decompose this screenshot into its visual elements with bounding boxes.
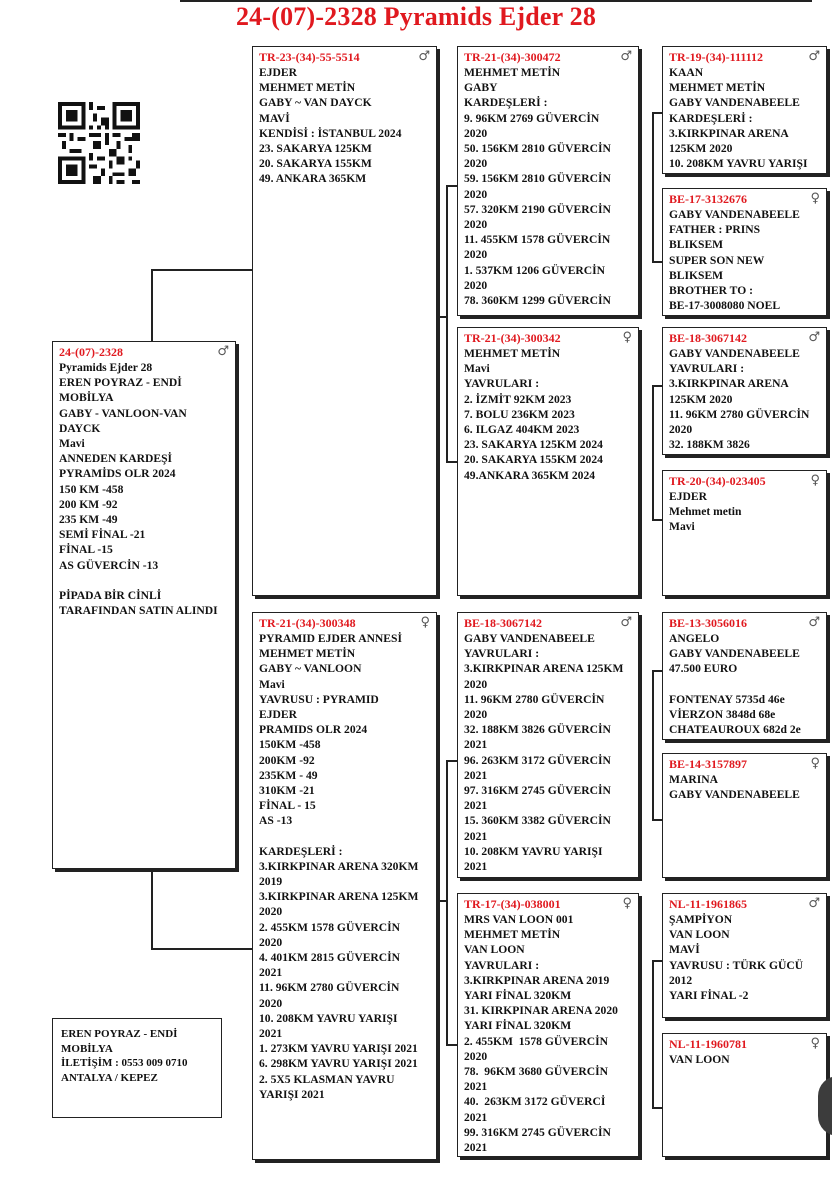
pedigree-line: 23. SAKARYA 125KM [259, 142, 372, 156]
pedigree-line: SUPER SON NEW [669, 253, 765, 267]
pedigree-line: 40. 263KM 3172 GÜVERCİ [464, 1095, 606, 1109]
female-symbol-icon: ♀ [420, 615, 430, 630]
pedigree-line: MEHMET METİN [259, 81, 356, 95]
pedigree-line: 2021 [464, 738, 488, 752]
pedigree-line: 2021 [464, 799, 488, 813]
pedigree-line: 9. 96KM 2769 GÜVERCİN [464, 111, 600, 125]
connector-sd-v [652, 385, 654, 520]
pedigree-line: 2. 455KM 1578 GÜVERCİN [259, 920, 401, 934]
female-symbol-icon: ♀ [810, 473, 820, 488]
pedigree-line: YARI FİNAL 320KM [464, 1019, 572, 1033]
pedigree-line: 2020 [464, 1049, 488, 1063]
pedigree-line: SEMİ FİNAL -21 [59, 528, 146, 542]
pedigree-line: GABY VANDENABEELE [669, 788, 800, 802]
pedigree-line: 99. 316KM 2745 GÜVERCİN [464, 1125, 611, 1139]
pedigree-line: PRAMIDS OLR 2024 [259, 723, 368, 737]
male-symbol-icon: ♂ [808, 49, 820, 64]
ring-number: BE-13-3056016 [669, 616, 747, 630]
pedigree-line: 2. İZMİT 92KM 2023 [464, 392, 572, 406]
pedigree-line: YAVRULARI : [464, 377, 540, 391]
male-symbol-icon: ♂ [808, 615, 820, 630]
pedigree-line: YAVRULARI : [464, 958, 540, 972]
pedigree-line: ANGELO [669, 632, 720, 645]
pedigree-line: 96. 263KM 3172 GÜVERCİN [464, 753, 611, 767]
pedigree-line: 2020 [464, 248, 488, 262]
pedigree-line: 235KM - 49 [259, 768, 318, 782]
card-sire-sire-dam[interactable] [662, 188, 827, 316]
pedigree-line: GABY VANDENABEELE [669, 347, 800, 360]
card-sire-sire-sire[interactable] [662, 46, 827, 174]
pedigree-line: Mavi [59, 437, 85, 451]
pedigree-line: 125KM 2020 [669, 142, 733, 156]
ring-number: TR-20-(34)-023405 [669, 474, 766, 488]
pedigree-line: DAYCK [59, 421, 101, 435]
pedigree-line: Mehmet metin [669, 505, 742, 519]
pedigree-line: CHATEAUROUX 682d 2e [669, 723, 801, 737]
pedigree-line: MEHMET METİN [669, 81, 766, 95]
pedigree-line: BLIKSEM [669, 268, 724, 282]
pedigree-line: 32. 188KM 3826 [669, 438, 750, 452]
pedigree-line: 2021 [464, 860, 488, 874]
pedigree-line: 3.KIRKPINAR ARENA [669, 377, 789, 391]
pedigree-line: GABY ~ VAN DAYCK [259, 96, 372, 110]
ring-number: TR-17-(34)-038001 [464, 897, 561, 911]
pedigree-line: 31. KIRKPINAR ARENA 2020 [464, 1004, 618, 1018]
pedigree-line: 2. 5X5 KLASMAN YAVRU [259, 1072, 395, 1086]
pedigree-line: 235 KM -49 [59, 513, 118, 527]
pedigree-line: 57. 320KM 2190 GÜVERCİN [464, 202, 611, 216]
pedigree-line: TARAFINDAN SATIN ALINDI [59, 604, 218, 618]
pedigree-line: 10. 208KM YAVRU YARIŞI [259, 1011, 398, 1025]
pedigree-line: 2020 [464, 218, 488, 232]
female-symbol-icon: ♀ [622, 896, 632, 911]
connector-main-dam-v [151, 869, 153, 949]
pedigree-line: PİPADA BİR CİNLİ [59, 588, 162, 602]
pedigree-line: 32. 188KM 3826 GÜVERCİN [464, 723, 611, 737]
ring-number: 24-(07)-2328 [59, 345, 123, 359]
ring-number: NL-11-1960781 [669, 1037, 747, 1051]
pedigree-line: 11. 96KM 2780 GÜVERCİN [259, 981, 400, 995]
pedigree-line: GABY VANDENABEELE [669, 647, 800, 661]
pedigree-line: KARDEŞLERİ : [259, 844, 343, 858]
pedigree-line: MARINA [669, 773, 718, 786]
ring-number: BE-14-3157897 [669, 757, 747, 771]
pedigree-line: 47.500 EURO [669, 662, 738, 676]
pedigree-line: 200KM -92 [259, 753, 315, 767]
pedigree-line: VAN LOON [464, 943, 525, 957]
female-symbol-icon: ♀ [810, 1036, 820, 1051]
pedigree-line: 3.KIRKPINAR ARENA 125KM [259, 890, 419, 904]
pedigree-line: MEHMET METİN [259, 647, 356, 661]
pedigree-line: 49. ANKARA 365KM [259, 172, 367, 186]
contact-box [52, 1018, 222, 1118]
pedigree-line: KAAN [669, 66, 704, 79]
pedigree-line: YAVRUSU : TÜRK GÜCÜ [669, 958, 804, 972]
pedigree-line: 2020 [464, 187, 488, 201]
female-symbol-icon: ♀ [810, 756, 820, 771]
male-symbol-icon: ♂ [217, 344, 229, 359]
pedigree-line: 4. 401KM 2815 GÜVERCİN [259, 951, 401, 965]
pedigree-line: BROTHER TO : [669, 284, 753, 298]
card-dam[interactable] [252, 612, 437, 1160]
ring-number: BE-18-3067142 [464, 616, 542, 630]
ring-number: TR-21-(34)-300472 [464, 50, 561, 64]
pedigree-line: ANNEDEN KARDEŞİ [59, 452, 173, 466]
pedigree-line: 7. BOLU 236KM 2023 [464, 407, 575, 421]
contact-line: EREN POYRAZ - ENDİ [61, 1028, 178, 1040]
pedigree-line: 2021 [464, 1080, 488, 1094]
contact-phone: İLETİŞİM : 0553 009 0710 [61, 1057, 188, 1069]
pedigree-line [669, 677, 820, 692]
pedigree-line: 3.KIRKPINAR ARENA 2019 [464, 973, 610, 987]
pedigree-line: EJDER [669, 490, 708, 503]
pedigree-line: MAVİ [259, 111, 290, 125]
pedigree-line: 2020 [464, 708, 488, 722]
pedigree-line: 2019 [259, 875, 283, 889]
pedigree-line: YAVRUSU : PYRAMID [259, 692, 379, 706]
connector-ds-v [652, 670, 654, 820]
pedigree-line: 20. SAKARYA 155KM [259, 157, 372, 171]
pedigree-line: 2021 [464, 1141, 488, 1155]
pedigree-line: 2020 [464, 157, 488, 171]
pedigree-line: 11. 96KM 2780 GÜVERCİN [464, 692, 605, 706]
ring-number: TR-23-(34)-55-5514 [259, 50, 360, 64]
pedigree-line: MAVİ [669, 943, 700, 957]
pedigree-line: Mavi [259, 677, 285, 691]
female-symbol-icon: ♀ [622, 330, 632, 345]
card-dam-dam-dam[interactable] [662, 1033, 827, 1157]
pedigree-line: AS GÜVERCİN -13 [59, 558, 159, 572]
pedigree-line: 23. SAKARYA 125KM 2024 [464, 438, 603, 452]
pedigree-line: 310KM -21 [259, 784, 315, 798]
pedigree-line: YARIŞI 2021 [259, 1087, 325, 1101]
male-symbol-icon: ♂ [620, 49, 632, 64]
pedigree-line: MOBİLYA [59, 391, 114, 405]
pedigree-line: Mavi [464, 362, 490, 376]
pedigree-line: YAVRULARI : [464, 647, 540, 661]
pedigree-line: 3.KIRKPINAR ARENA 320KM [259, 859, 419, 873]
pedigree-line: YAVRULARI : [669, 362, 745, 376]
pedigree-line: 2012 [669, 973, 693, 987]
pedigree-line: MEHMET METİN [464, 66, 561, 79]
contact-line: MOBİLYA [61, 1042, 113, 1055]
card-dam-dam[interactable] [457, 893, 639, 1157]
male-symbol-icon: ♂ [808, 330, 820, 345]
pedigree-line: FATHER : PRINS [669, 223, 761, 237]
pedigree-line [259, 829, 430, 844]
pedigree-line: 10. 208KM YAVRU YARIŞI [464, 844, 603, 858]
pedigree-line: 2020 [259, 996, 283, 1010]
pedigree-line: KENDİSİ : İSTANBUL 2024 [259, 126, 402, 140]
ring-number: BE-18-3067142 [669, 331, 747, 345]
pedigree-line: EJDER [259, 708, 298, 722]
connector-dam-v [446, 760, 448, 1045]
pedigree-line: 49.ANKARA 365KM 2024 [464, 468, 596, 482]
pedigree-line: 1. 273KM YAVRU YARIŞI 2021 [259, 1042, 418, 1056]
connector-main-sire-v [151, 269, 153, 341]
pedigree-line: 97. 316KM 2745 GÜVERCİN [464, 784, 611, 798]
pedigree-line: Pyramids Ejder 28 [59, 361, 153, 374]
pedigree-line: FİNAL - 15 [259, 799, 316, 813]
pedigree-line: YARI FİNAL -2 [669, 989, 749, 1003]
pedigree-line: 6. ILGAZ 404KM 2023 [464, 423, 580, 437]
pedigree-line: 6. 298KM YAVRU YARIŞI 2021 [259, 1057, 418, 1071]
pedigree-line: 2020 [259, 935, 283, 949]
card-sire-dam[interactable] [457, 327, 639, 596]
pedigree-line: 50. 156KM 2810 GÜVERCİN [464, 142, 611, 156]
ring-number: NL-11-1961865 [669, 897, 747, 911]
pedigree-line: EREN POYRAZ - ENDİ [59, 376, 182, 390]
pedigree-line: VİERZON 3848d 68e [669, 707, 776, 721]
pedigree-line: GABY ~ VANLOON [259, 662, 362, 676]
pedigree-line: 2021 [259, 1027, 283, 1041]
pedigree-line: 20. SAKARYA 155KM 2024 [464, 453, 603, 467]
qr-code-icon [58, 102, 140, 184]
connector-sire-v [446, 185, 448, 462]
pedigree-line: 125KM 2020 [669, 392, 733, 406]
pedigree-line: AS -13 [259, 814, 293, 828]
page-title: 24-(07)-2328 Pyramids Ejder 28 [235, 2, 597, 31]
pedigree-line: 150 KM -458 [59, 482, 124, 496]
male-symbol-icon: ♂ [808, 896, 820, 911]
pedigree-line: FONTENAY 5735d 46e [669, 692, 785, 706]
pedigree-line: 2020 [464, 278, 488, 292]
pedigree-line: 3.KIRKPINAR ARENA 125KM [464, 662, 624, 676]
pedigree-line: 1. 537KM 1206 GÜVERCİN [464, 263, 606, 277]
pedigree-line: 2021 [464, 1110, 488, 1124]
pedigree-line: BLIKSEM [669, 238, 724, 252]
card-dam-sire-sire[interactable] [662, 612, 827, 740]
card-dam-sire-dam[interactable] [662, 753, 827, 878]
pedigree-line: 150KM -458 [259, 738, 321, 752]
pedigree-line: EJDER [259, 66, 298, 79]
pedigree-line: 11. 455KM 1578 GÜVERCİN [464, 233, 611, 247]
pedigree-line: FİNAL -15 [59, 543, 113, 557]
pedigree-line: 200 KM -92 [59, 497, 118, 511]
pedigree-line: GABY VANDENABEELE [464, 632, 595, 645]
connector-ss-v [652, 112, 654, 262]
pedigree-line: GABY VANDENABEELE [669, 96, 800, 110]
pedigree-line: 59. 156KM 2810 GÜVERCİN [464, 172, 611, 186]
pedigree-line: MRS VAN LOON 001 [464, 913, 574, 926]
ring-number: TR-21-(34)-300348 [259, 616, 356, 630]
pedigree-line: GABY [464, 81, 498, 95]
male-symbol-icon: ♂ [620, 615, 632, 630]
pedigree-line: ŞAMPİYON [669, 913, 733, 926]
pedigree-line: 2020 [464, 126, 488, 140]
pedigree-line: KARDEŞLERİ : [669, 111, 753, 125]
pedigree-line: KARDEŞLERİ : [464, 96, 548, 110]
pedigree-line: 11. 96KM 2780 GÜVERCİN [669, 407, 810, 421]
card-main[interactable] [52, 341, 236, 869]
pedigree-line: BE-17-3008080 NOEL [669, 299, 781, 313]
pedigree-line: 2020 [669, 423, 693, 437]
card-sire-dam-sire[interactable] [662, 327, 827, 455]
pedigree-line: 10. 208KM YAVRU YARIŞI [669, 157, 808, 171]
card-sire-sire[interactable] [457, 46, 639, 316]
pedigree-line: 78. 360KM 1299 GÜVERCİN [464, 294, 611, 308]
pedigree-line: 15. 360KM 3382 GÜVERCİN [464, 814, 611, 828]
pedigree-line: Mavi [669, 520, 695, 534]
pedigree-line: 2020 [464, 677, 488, 691]
pedigree-line: GABY VANDENABEELE [669, 208, 800, 221]
female-symbol-icon: ♀ [810, 191, 820, 206]
ring-number: TR-21-(34)-300342 [464, 331, 561, 345]
contact-location: ANTALYA / KEPEZ [61, 1071, 158, 1084]
pedigree-line: 2. 455KM 1578 GÜVERCİN [464, 1034, 608, 1048]
card-sire-dam-dam[interactable] [662, 470, 827, 596]
card-sire[interactable] [252, 46, 437, 596]
pedigree-line: PYRAMİDS OLR 2024 [59, 467, 176, 481]
pedigree-line: GABY - VANLOON-VAN [59, 406, 187, 420]
connector-dd-v [652, 960, 654, 1108]
pedigree-line: VAN LOON [669, 1053, 730, 1066]
pedigree-line: 2021 [259, 966, 283, 980]
pedigree-line: 2020 [259, 905, 283, 919]
pedigree-line: MEHMET METİN [464, 347, 561, 360]
pedigree-line [59, 573, 229, 588]
male-symbol-icon: ♂ [418, 49, 430, 64]
ring-number: BE-17-3132676 [669, 192, 747, 206]
card-dam-dam-sire[interactable] [662, 893, 827, 1018]
pedigree-line: MEHMET METİN [464, 928, 561, 942]
card-dam-sire[interactable] [457, 612, 639, 878]
pedigree-line: 3.KIRKPINAR ARENA [669, 126, 789, 140]
pedigree-line: YARI FİNAL 320KM [464, 989, 572, 1003]
connector-sire-h [437, 316, 447, 318]
pedigree-line: VAN LOON [669, 928, 730, 942]
pedigree-line: 2021 [464, 768, 488, 782]
connector-main-dam-h [151, 948, 253, 950]
pedigree-line: PYRAMID EJDER ANNESİ [259, 632, 403, 645]
connector-main-sire-h [151, 269, 253, 271]
ring-number: TR-19-(34)-111112 [669, 50, 764, 64]
pedigree-line: 2021 [464, 829, 488, 843]
connector-dam-h [437, 900, 447, 902]
pedigree-line: 78. 96KM 3680 GÜVERCİN [464, 1065, 608, 1079]
